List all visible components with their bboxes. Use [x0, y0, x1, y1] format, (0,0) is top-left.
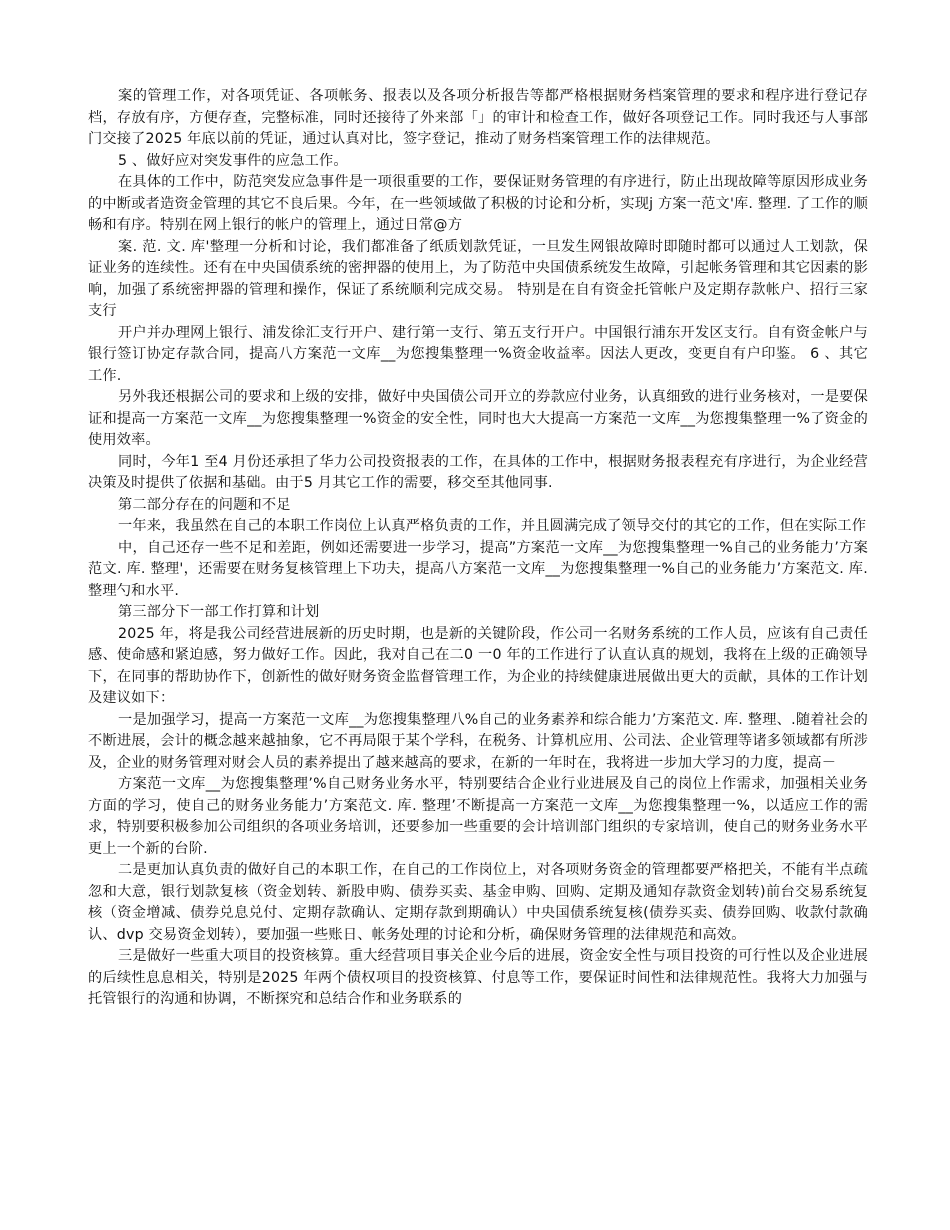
paragraph-bank-accounts: 开户并办理网上银行、浦发徐汇支行开户、建行第一支行、第五支行开户。中国银行浦东开发区支行。自有资金帐户与银行签订协定存款合同，提高八方案范一文库__为您搜集整理一%资金收益率。因法人更改，变更自有户印鉴。 6 、其它工作. [88, 324, 868, 384]
paragraph-plan-learning: 一是加强学习，提高一方案范一文库__为您搜集整理八%自己的业务素养和综合能力’方案范文. 库. 整理、.随着社会的不断进展，会计的概念越来越抽象，它不再局限于某个学科，在税务、计算机应用、公司法、企业管理等诸多领域都有所涉及，企业的财务管理对财会人员的素养提出了越来越高的要求，在新的一年时在，我将进一步加大学习的力度，提高－ [88, 711, 868, 771]
paragraph-plan-intro: 2025 年，将是我公司经营进展新的历史时期，也是新的关键阶段，作公司一名财务系统的工作人员，应该有自己责任感、使命感和紧迫感，努力做好工作。因此，我对自己在二0 一0 年的工作进行了认直认真的规划，我将在上级的正确领导下，在同事的帮助协作下，创新性的做好财务资金监督管理工作，为企业的持续健康进展做出更大的贡献，具体的工作计划及建议如下： [88, 625, 868, 706]
paragraph-backup-procedures: 案. 范. 文. 库'整理一分析和讨论，我们都准备了纸质划款凭证，一旦发生网银故障时即随时都可以通过人工划款，保证业务的连续性。还有在中央国债系统的密押器的使用上，为了防范中央国债系统发生故障，引起帐务管理和其它因素的影响，加强了系统密押器的管理和操作，保证了系统顺利完成交易。 特别是在自有资金托管帐户及定期存款帐户、招行三家支行 [88, 238, 868, 319]
paragraph-shortcomings-intro: 一年来，我虽然在自己的本职工作岗位上认真严格负责的工作，并且圆满完成了领导交付的其它的工作，但在实际工作 [118, 518, 867, 534]
paragraph-heading-part-two: 第二部分存在的问题和不足 [118, 496, 291, 513]
paragraph-archive-management: 案的管理工作，对各项凭证、各项帐务、报表以及各项分析报告等都严格根据财务档案管理的要求和程序进行登记存档，存放有序，方便存查，完整标准，同时还接待了外来部「」的审计和检查工作，做好各项登记工作。同时我还与人事部门交接了2025 年底以前的凭证，通过认真对比，签字登记，推动了财务档案管理工作的法律规范。 [88, 88, 868, 147]
paragraph-emergency-prevention: 在具体的工作中，防范突发应急事件是一项很重要的工作，要保证财务管理的有序进行，防止出现故障等原因形成业务的中断或者造资金管理的其它不良后果。今年，在一些领域做了积极的讨论和分析，实现j 方案一范文'库. 整理. 了工作的顺畅和有序。特别在网上银行的帐户的管理上，通过日常@方 [88, 174, 868, 233]
paragraph-heading-emergency: 5 、做好应对突发事件的应急工作。 [118, 152, 348, 169]
paragraph-bond-settlement: 另外我还根据公司的要求和上级的安排，做好中央国债公司开立的券款应付业务，认真细致的进行业务核对，一是要保证和提高一方案范一文库__为您搜集整理一%资金的安全性，同时也大大提高一方案范一文库__为您搜集整理一%了资金的使用效率。 [88, 389, 868, 448]
paragraph-shortcomings-detail: 中，自己还存一些不足和差距，例如还需要进一步学习，提高”方案范一文库__为您搜集整理一%自己的业务能力’方案范文. 库. 整理'，还需要在财务复核管理上下功夫，提高八方案范一文库__为您搜集整理一%自己的业务能力’方案范文. 库. 整理勺和水平. [88, 539, 868, 599]
document-body [88, 86, 868, 1011]
paragraph-heading-part-three: 第三部分下一部工作打算和计划 [118, 604, 320, 620]
paragraph-investment-reports: 同时，今年1 至4 月份还承担了华力公司投资报表的工作，在具体的工作中，根据财务报表程充有序进行，为企业经营决策及时提供了依据和基础。由于5 月其它工作的需要，移交至其他同事. [88, 453, 868, 491]
paragraph-plan-projects: 三是做好一些重大项目的投资核算。重大经营项目事关企业今后的进展，资金安全性与项目投资的可行性以及企业进展的后续性息息相关，特别是2025 年两个债权项目的投资核算、付息等工作，要保证时间性和法律规范性。我将大力加强与托管银行的沟通和协调，不断探究和总结合作和业务联系的 [88, 948, 868, 1007]
paragraph-plan-training: 方案范一文库__为您搜集整理’%自己财务业务水平，特别要结合企业行业进展及自己的岗位上作需求，加强相关业务方面的学习，使自己的财务业务能力’方案范文. 库. 整理’不断提高一方案范一文库__为您搜集整理一%，以适应工作的需求，特别要积极参加公司组织的各项业务培训，还要参加一些重要的会计培训部门组织的专家培训，使自己的财务业务水平更上一个新的台阶. [88, 776, 868, 857]
paragraph-plan-duties: 二是更加认真负责的做好自己的本职工作，在自己的工作岗位上，对各项财务资金的管理都要严格把关，不能有半点疏忽和大意，银行划款复核（资金划转、新股申购、债券买卖、基金申购、回购、定期及通知存款资金划转)前台交易系统复核（资金增减、债券兑息兑付、定期存款确认、定期存款到期确认）中央国债系统复核(债券买卖、债券回购、收款付款确认、dvp 交易资金划转），要加强一些账日、帐务处理的讨论和分析，确保财务管理的法律规范和高效。 [88, 862, 868, 943]
